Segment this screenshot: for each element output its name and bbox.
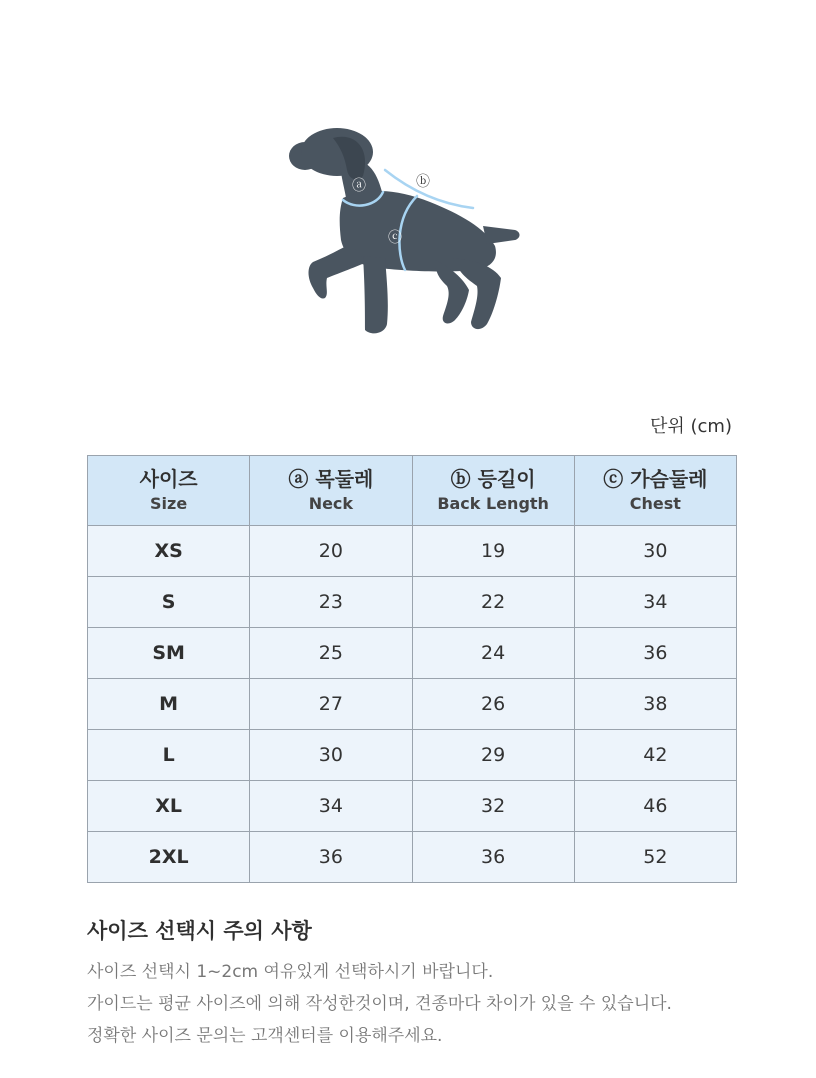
- table-row: [88, 526, 737, 577]
- dog-measurement-icon: [285, 118, 525, 340]
- back-length-cell: 24: [412, 628, 574, 679]
- size-cell: S: [88, 577, 250, 628]
- back-length-cell: 32: [412, 781, 574, 832]
- dog-silhouette: [289, 128, 520, 333]
- back-length-cell: 26: [412, 679, 574, 730]
- table-row: [88, 832, 737, 883]
- size-cell: L: [88, 730, 250, 781]
- table-row: [88, 577, 737, 628]
- size-table: [87, 455, 737, 883]
- size-cell: XL: [88, 781, 250, 832]
- header-back-length-ko: ⓑ 등길이: [450, 466, 536, 491]
- chest-cell: 46: [574, 781, 736, 832]
- marker-a: ⓐ: [352, 178, 366, 194]
- chest-cell: 30: [574, 526, 736, 577]
- notice-line: 사이즈 선택시 1~2cm 여유있게 선택하시기 바랍니다.: [87, 962, 494, 982]
- header-back-length: [412, 456, 574, 526]
- table-row: [88, 628, 737, 679]
- size-cell: XS: [88, 526, 250, 577]
- back-length-cell: 36: [412, 832, 574, 883]
- header-neck-en: Neck: [308, 493, 354, 513]
- header-back-length-en: Back Length: [437, 493, 549, 513]
- neck-cell: 23: [250, 577, 412, 628]
- size-cell: M: [88, 679, 250, 730]
- chest-cell: 38: [574, 679, 736, 730]
- header-neck: [250, 456, 412, 526]
- chest-cell: 52: [574, 832, 736, 883]
- back-length-cell: 19: [412, 526, 574, 577]
- notice-title: 사이즈 선택시 주의 사항: [87, 919, 312, 943]
- table-row: [88, 679, 737, 730]
- table-header-row: [88, 456, 737, 526]
- neck-cell: 30: [250, 730, 412, 781]
- neck-cell: 25: [250, 628, 412, 679]
- size-cell: 2XL: [88, 832, 250, 883]
- header-size-ko: 사이즈: [139, 466, 198, 491]
- marker-b: ⓑ: [416, 174, 430, 190]
- chest-cell: 42: [574, 730, 736, 781]
- neck-cell: 34: [250, 781, 412, 832]
- back-length-cell: 22: [412, 577, 574, 628]
- notice-line: 가이드는 평균 사이즈에 의해 작성한것이며, 견종마다 차이가 있을 수 있습니다.: [87, 994, 672, 1014]
- chest-cell: 34: [574, 577, 736, 628]
- table-row: [88, 730, 737, 781]
- back-length-cell: 29: [412, 730, 574, 781]
- neck-cell: 20: [250, 526, 412, 577]
- table-row: [88, 781, 737, 832]
- header-size: [88, 456, 250, 526]
- size-notice: [87, 918, 787, 1052]
- marker-c: ⓒ: [388, 230, 402, 246]
- header-chest-ko: ⓒ 가슴둘레: [603, 466, 708, 491]
- chest-cell: 36: [574, 628, 736, 679]
- header-chest-en: Chest: [629, 493, 681, 513]
- header-neck-ko: ⓐ 목둘레: [288, 466, 374, 491]
- neck-cell: 27: [250, 679, 412, 730]
- size-cell: SM: [88, 628, 250, 679]
- notice-line: 정확한 사이즈 문의는 고객센터를 이용해주세요.: [87, 1026, 443, 1046]
- header-chest: [574, 456, 736, 526]
- neck-cell: 36: [250, 832, 412, 883]
- dog-measurement-figure: [285, 118, 525, 340]
- header-size-en: Size: [150, 493, 188, 513]
- unit-label: 단위 (cm): [650, 416, 732, 437]
